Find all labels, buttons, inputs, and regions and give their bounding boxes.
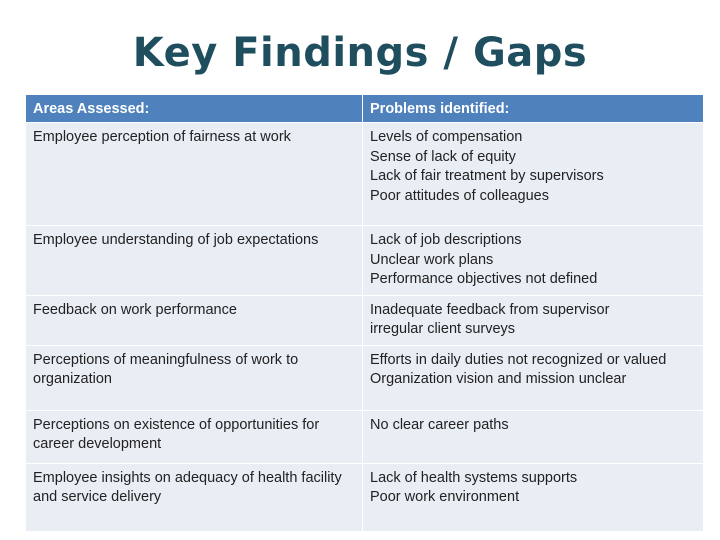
slide-title: Key Findings / Gaps — [132, 30, 588, 76]
header-areas-assessed: Areas Assessed: — [26, 95, 363, 123]
area-cell: Employee understanding of job expectations — [26, 226, 363, 296]
table-header-row — [26, 95, 704, 123]
problems-cell — [363, 345, 704, 410]
problems-cell — [363, 226, 704, 296]
problem-line: Unclear work plans — [370, 251, 494, 268]
header-problems-identified: Problems identified: — [363, 95, 704, 123]
findings-table — [25, 94, 704, 532]
problem-line: Efforts in daily duties not recognized or valued — [370, 351, 667, 368]
problems-cell — [363, 463, 704, 531]
problem-line: Inadequate feedback from supervisor — [370, 301, 610, 318]
table-row — [26, 463, 704, 531]
problem-line: Organization vision and mission unclear — [370, 371, 627, 387]
problem-line: Sense of lack of equity — [370, 148, 516, 165]
problem-line: Lack of fair treatment by supervisors — [370, 168, 604, 184]
area-cell: Perceptions of meaningfulness of work to organization — [26, 345, 363, 410]
table-row — [26, 226, 704, 296]
area-cell: Employee perception of fairness at work — [26, 123, 363, 226]
problem-line: Poor attitudes of colleagues — [370, 187, 549, 204]
area-cell: Feedback on work performance — [26, 295, 363, 345]
problem-line: Lack of job descriptions — [370, 232, 522, 248]
table-row — [26, 123, 704, 226]
problems-cell — [363, 295, 704, 345]
table-row — [26, 295, 704, 345]
problem-line: No clear career paths — [370, 416, 509, 433]
problem-line: Levels of compensation — [370, 129, 523, 145]
problem-line: Lack of health systems supports — [370, 469, 578, 486]
area-cell: Employee insights on adequacy of health facility and service delivery — [26, 463, 363, 531]
area-cell: Perceptions on existence of opportunities for career development — [26, 410, 363, 463]
table-row — [26, 345, 704, 410]
problem-line: Performance objectives not defined — [370, 271, 598, 287]
problems-cell — [363, 123, 704, 226]
problem-line: irregular client surveys — [370, 321, 516, 337]
problem-line: Poor work environment — [370, 489, 520, 505]
problems-cell — [363, 410, 704, 463]
table-row — [26, 410, 704, 463]
